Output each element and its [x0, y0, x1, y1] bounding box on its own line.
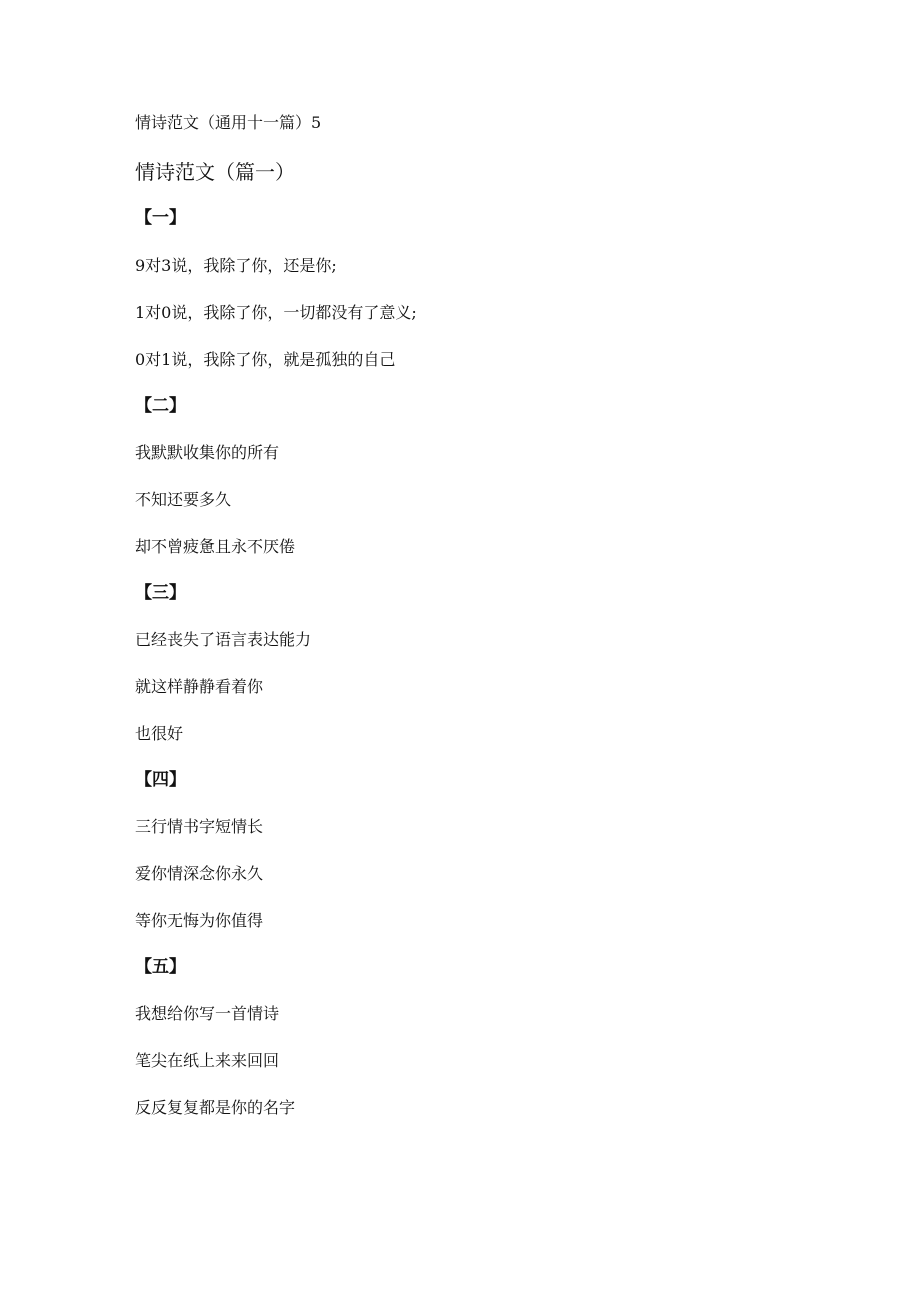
poem-line: 我默默收集你的所有 [135, 443, 280, 462]
poem-line: 爱你情深念你永久 [135, 864, 264, 883]
part-heading-4: 【四】 [135, 770, 186, 790]
poem-line: 反反复复都是你的名字 [135, 1098, 296, 1117]
poem-line: 笔尖在纸上来来回回 [135, 1051, 280, 1070]
part-heading-1: 【一】 [135, 208, 186, 228]
poem-line: 等你无悔为你值得 [135, 911, 264, 930]
poem-line: 不知还要多久 [135, 490, 232, 509]
poem-line: 9对3说，我除了你，还是你; [135, 256, 337, 275]
section-title: 情诗范文（篇一） [135, 160, 295, 184]
part-heading-2: 【二】 [135, 396, 186, 416]
poem-line: 却不曾疲惫且永不厌倦 [135, 537, 296, 556]
poem-line: 就这样静静看着你 [135, 677, 264, 696]
document-title: 情诗范文（通用十一篇）5 [135, 113, 322, 132]
poem-line: 0对1说，我除了你，就是孤独的自己 [135, 350, 396, 369]
part-heading-3: 【三】 [135, 583, 186, 603]
poem-line: 也很好 [135, 724, 184, 743]
poem-line: 1对0说，我除了你，一切都没有了意义; [135, 303, 417, 322]
poem-line: 已经丧失了语言表达能力 [135, 630, 312, 649]
part-heading-5: 【五】 [135, 957, 186, 977]
poem-line: 我想给你写一首情诗 [135, 1004, 280, 1023]
poem-line: 三行情书字短情长 [135, 817, 264, 836]
